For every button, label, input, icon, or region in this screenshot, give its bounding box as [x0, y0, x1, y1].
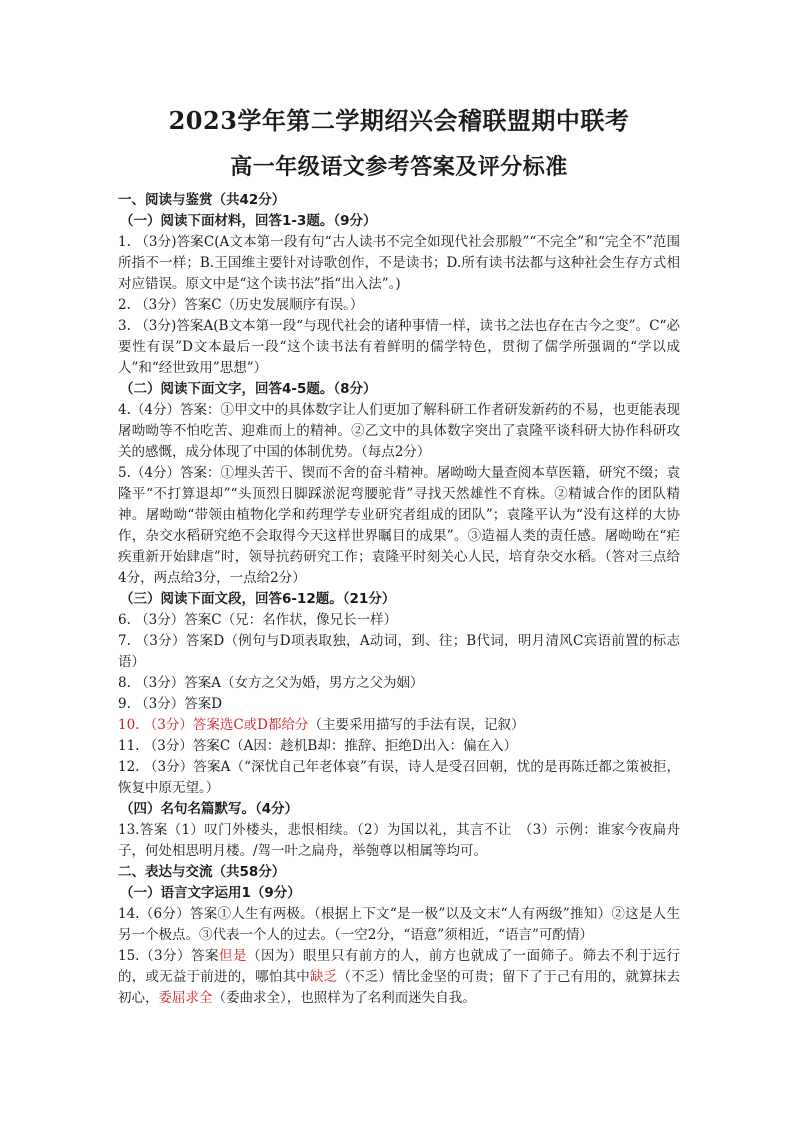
answer-q15-part: （因为）眼里只有前方的人，前方也就成了一面筛子。筛去不利于远行的，或无益于前进的，哪怕其中 — [118, 948, 681, 985]
answer-q1: 1. （3分)答案C(A文本第一段有句“古人读书不完全如现代社会那般”“不完全”和“完全不”范围所指不一样；B.王国维主要针对诗歌创作，不是读书；D.所有读书法都与这种社会生存方式相对应错误。原文中是“这个读书法”指“出入法”。) — [118, 234, 680, 292]
answer-q7: 7. （3分）答案D（例句与D项表取独，A动词，到、往；B代词，明月清风C宾语前置的标志语） — [118, 633, 680, 670]
subsection-heading-1: （一）阅读下面材料，回答1-3题。（9分） — [120, 213, 377, 229]
subsection-heading-3: （三）阅读下面文段，回答6-12题。（21分） — [120, 591, 396, 607]
answer-q15-highlight: 委屈求全 — [158, 990, 213, 1006]
answer-q10-note: （主要采用描写的手法有误，记叙） — [308, 717, 525, 733]
answer-q15-part: 15.（3分）答案 — [118, 948, 219, 964]
section-heading-reading: 一、阅读与鉴赏（共42分） — [118, 192, 286, 208]
answer-q6: 6. （3分）答案C（兄：名作状，像兄长一样） — [118, 612, 398, 628]
answer-q5: 5.（4分）答案：①埋头苦干、锲而不舍的奋斗精神。屠呦呦大量查阅本草医籍，研究不缀；袁隆平“不打算退却”“头顶烈日脚踩淤泥弯腰驼背”寻找天然雄性不育株。②精诚合作的团队精神。屠呦呦“带领由植物化学和药理学专业研究者组成的团队”；袁隆平认为“没有这样的大协作，杂交水稻研究绝不会取得今天这样世界瞩目的成果”。③造福人类的责任感。屠呦呦在“疟疾重新开始肆虐”时，领导抗药研究工作；袁隆平时刻关心人民，培育杂交水稻。（答对三点给4分，两点给3分，一点给2分） — [118, 465, 680, 586]
answer-q13: 13.答案（1）叹门外楼头，悲恨相续。（2）为国以礼，其言不让 （3）示例：谁家今夜扁舟子，何处相思明月楼。/驾一叶之扁舟，举匏尊以相属等均可。 — [118, 822, 680, 859]
answer-q15-highlight: 但是 — [218, 948, 247, 964]
subsection-heading-5: （一）语言文字运用1（9分） — [120, 885, 301, 901]
answer-q10-highlight: 10. （3分）答案选C或D都给分 — [118, 717, 309, 733]
document-subtitle: 高一年级语文参考答案及评分标准 — [230, 154, 568, 180]
document-title: 2023学年第二学期绍兴会稽联盟期中联考 — [168, 106, 630, 135]
subsection-heading-4: （四）名句名篇默写。（4分） — [120, 801, 299, 817]
answer-q15-highlight: 缺乏 — [309, 969, 338, 985]
answer-q10 — [118, 715, 680, 736]
section-heading-expression: 二、表达与交流（共58分） — [118, 864, 286, 880]
answer-q9: 9. （3分）答案D — [118, 696, 223, 712]
answer-q12: 12. （3分）答案A（“深忧自己年老体衰”有误，诗人是受召回朝，忧的是再陈迁都之策被拒，恢复中原无望。） — [118, 759, 680, 796]
answer-q11: 11. （3分）答案C（A因：趁机B却：推辞、拒绝D出入：偏在入） — [118, 738, 518, 754]
answer-q14: 14.（6分）答案①人生有两极。（根据上下文“是一极”以及文末“人有两级”推知）②这是人生另一个极点。③代表一个人的过去。（一空2分，“语意”须相近，“语言”可酌情） — [118, 906, 680, 943]
subsection-heading-2: （二）阅读下面文字，回答4-5题。（8分） — [120, 381, 377, 397]
answer-q8: 8. （3分）答案A（女方之父为婚，男方之父为姻） — [118, 675, 424, 691]
answer-q15-part: （不乏）情比金坚的可贵；留下了于己有用的，就算抹去初心， — [118, 969, 681, 1006]
answer-q2: 2. （3分）答案C（历史发展顺序有误。） — [118, 297, 364, 313]
answer-q15 — [118, 946, 680, 1009]
answer-q15-part: （委曲求全），也照样为了名利而迷失自我。 — [212, 990, 476, 1006]
answer-q4: 4.（4分）答案：①甲文中的具体数字让人们更加了解科研工作者研发新药的不易，也更能表现屠呦呦等不怕吃苦、迎难而上的精神。②乙文中的具体数字突出了袁隆平谈科研大协作科研攻关的感慨，成分体现了中国的体制优势。（每点2分） — [118, 402, 680, 460]
answer-q3: 3. （3分)答案A(B文本第一段“与现代社会的诸种事情一样，读书之法也存在古今之变”。C“必要性有误”D文本最后一段“这个读书法有着鲜明的儒学特色，贯彻了儒学所强调的“学以成人”和“经世致用”思想”） — [118, 318, 680, 376]
